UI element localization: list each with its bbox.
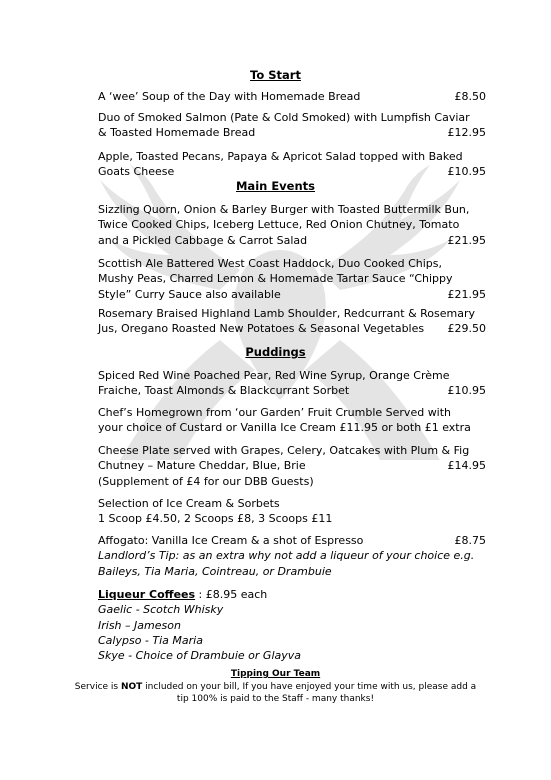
pudding-item bbox=[98, 405, 488, 436]
menu-item-price: £12.95 bbox=[447, 126, 486, 140]
menu-item-text: Duo of Smoked Salmon (Pate & Cold Smoked) with Lumpfish Caviar bbox=[98, 111, 470, 124]
menu-item-text: Sizzling Quorn, Onion & Barley Burger with Toasted Buttermilk Bun, bbox=[98, 203, 470, 216]
landlord-tip-text: Landlord’s Tip: as an extra why not add a liqueur of your choice e.g. bbox=[98, 549, 475, 563]
menu-item-text: Rosemary Braised Highland Lamb Shoulder, Redcurrant & Rosemary bbox=[98, 307, 476, 320]
liqueur-items-list bbox=[98, 602, 488, 663]
menu-item-text: and a Pickled Cabbage & Carrot Salad £21.95 bbox=[98, 233, 486, 247]
section-heading-main-events: Main Events bbox=[235, 179, 316, 193]
main-item bbox=[98, 256, 488, 302]
menu-item-text: 1 Scoop £4.50, 2 Scoops £8, 3 Scoops £11 bbox=[98, 512, 333, 526]
main-item bbox=[98, 202, 488, 248]
menu-item-text: Spiced Red Wine Poached Pear, Red Wine Syrup, Orange Crème bbox=[98, 369, 450, 382]
menu-item-text: Cheese Plate served with Grapes, Celery, Oatcakes with Plum & Fig bbox=[98, 444, 470, 457]
menu-item-text: Twice Cooked Chips, Iceberg Lettuce, Red Onion Chutney, Tomato bbox=[98, 218, 460, 232]
menu-item-price: £10.95 bbox=[447, 384, 486, 398]
menu-item-text: (Supplement of £4 for our DBB Guests) bbox=[98, 474, 314, 488]
menu-item-text: & Toasted Homemade Bread £12.95 bbox=[98, 126, 486, 140]
menu-item-text: Fraiche, Toast Almonds & Blackcurrant Sorbet £10.95 bbox=[98, 384, 486, 398]
menu-item-text: Mushy Peas, Charred Lemon & Homemade Tartar Sauce “Chippy bbox=[98, 272, 453, 286]
pudding-item bbox=[98, 368, 488, 399]
liqueur-coffees-price: : £8.95 each bbox=[195, 588, 268, 601]
tipping-note bbox=[40, 681, 511, 705]
menu-item-price: £8.75 bbox=[454, 534, 486, 547]
menu-item-text: Jus, Oregano Roasted New Potatoes & Seasonal Vegetables £29.50 bbox=[98, 322, 486, 336]
section-heading-puddings: Puddings bbox=[245, 345, 306, 359]
menu-item-text: Goats Cheese £10.95 bbox=[98, 165, 486, 179]
liqueur-coffee-item: Calypso - Tia Maria bbox=[98, 633, 203, 647]
menu-item-text: Affogato: Vanilla Ice Cream & a shot of Espresso £8.75 bbox=[98, 534, 486, 547]
menu-item-text: Scottish Ale Battered West Coast Haddock, Duo Cooked Chips, bbox=[98, 257, 442, 270]
liqueur-coffees-section bbox=[98, 587, 488, 663]
menu-item-price: £14.95 bbox=[447, 459, 486, 473]
pudding-item bbox=[98, 533, 488, 579]
liqueur-coffees-header bbox=[98, 587, 488, 602]
landlord-tip-text: Baileys, Tia Maria, Cointreau, or Drambuie bbox=[98, 564, 332, 578]
menu-item-text: Chef’s Homegrown from ‘our Garden’ Fruit Crumble Served with bbox=[98, 406, 452, 419]
tipping-title: Tipping Our Team bbox=[230, 669, 321, 679]
section-heading-to-start: To Start bbox=[250, 68, 301, 82]
starter-item bbox=[98, 149, 488, 180]
starter-item bbox=[98, 110, 488, 141]
menu-item-price: £10.95 bbox=[447, 165, 486, 179]
main-item bbox=[98, 306, 488, 337]
pudding-item bbox=[98, 496, 488, 527]
menu-item-text: Style” Curry Sauce also available £21.95 bbox=[98, 287, 486, 301]
pudding-item bbox=[98, 443, 488, 489]
menu-item-price: £29.50 bbox=[447, 322, 486, 336]
liqueur-coffee-item: Skye - Choice of Drambuie or Glayva bbox=[98, 649, 301, 663]
tipping-line-2: tip 100% is paid to the Staff - many thanks! bbox=[176, 694, 375, 704]
menu-item-text: Selection of Ice Cream & Sorbets bbox=[98, 497, 280, 510]
menu-item-text: your choice of Custard or Vanilla Ice Cream £11.95 or both £1 extra bbox=[98, 421, 471, 435]
tipping-line-1: Service is NOT included on your bill, If you have enjoyed your time with us, please add a bbox=[74, 682, 477, 692]
liqueur-coffees-title: Liqueur Coffees bbox=[98, 588, 196, 601]
menu-item-text: Apple, Toasted Pecans, Papaya & Apricot Salad topped with Baked bbox=[98, 150, 463, 163]
menu-item-text: A ‘wee’ Soup of the Day with Homemade Bread £8.50 bbox=[98, 90, 486, 103]
liqueur-coffee-item: Gaelic - Scotch Whisky bbox=[98, 603, 224, 617]
starter-item bbox=[98, 89, 488, 104]
menu-item-price: £21.95 bbox=[447, 233, 486, 247]
liqueur-coffee-item: Irish – Jameson bbox=[98, 618, 181, 632]
menu-item-price: £8.50 bbox=[454, 90, 486, 103]
menu-item-price: £21.95 bbox=[447, 287, 486, 301]
menu-item-text: Chutney – Mature Cheddar, Blue, Brie £14.95 bbox=[98, 459, 486, 473]
